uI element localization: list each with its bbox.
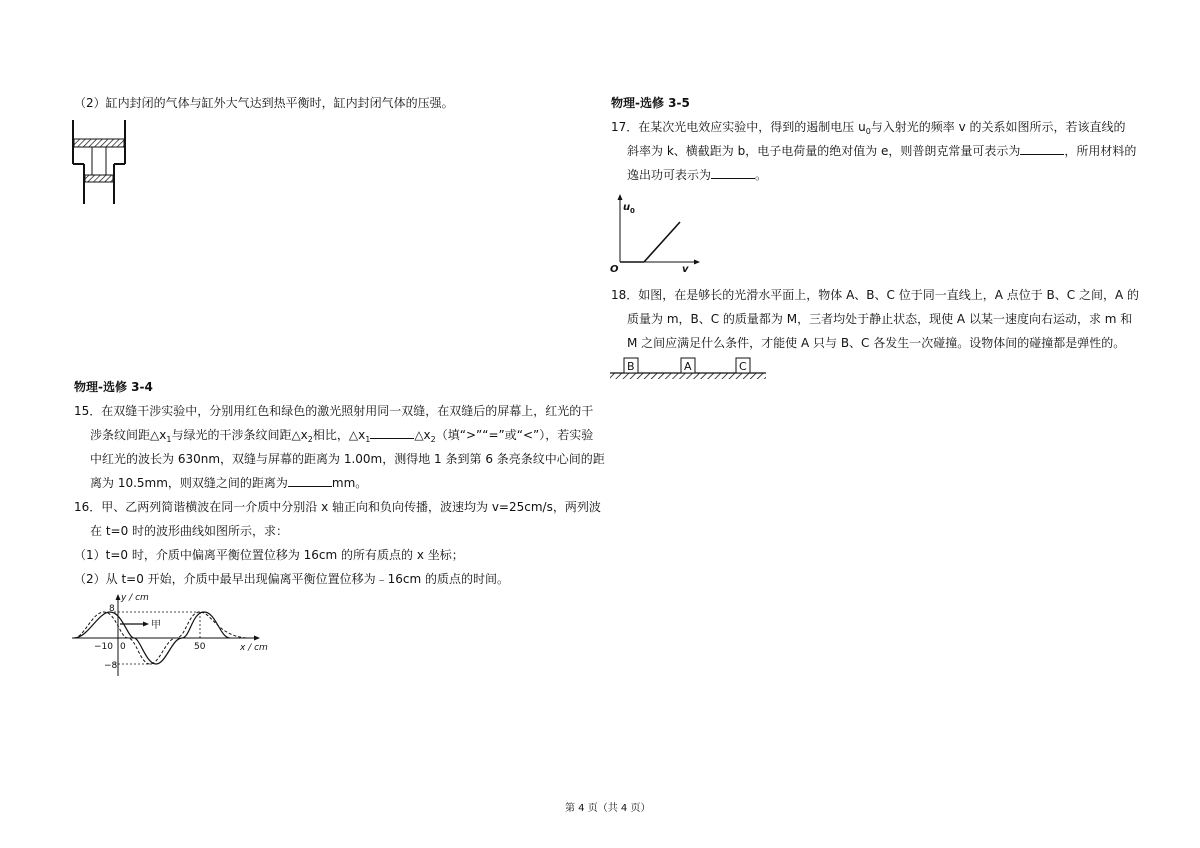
q16-line2: 在 t=0 时的波形曲线如图所示，求： xyxy=(90,524,289,538)
q14-part2-text: （2）缸内封闭的气体与缸外大气达到热平衡时，缸内封闭气体的压强。 xyxy=(74,96,454,110)
wave-name-label: 甲 xyxy=(151,620,161,631)
graph17-origin: O xyxy=(610,264,619,275)
block-c-label: C xyxy=(739,360,747,373)
answer-blank xyxy=(711,168,755,179)
q18-line1: 18．如图，在是够长的光滑水平面上，物体 A、B、C 位于同一直线上，A 点位于 B、C 之间，A 的 xyxy=(611,288,1140,302)
q17-graph xyxy=(608,190,708,280)
graph17-x-label: v xyxy=(682,264,689,275)
section-35-heading: 物理-选修 3-5 xyxy=(611,96,690,110)
wave-y-top-tick: 8 xyxy=(109,604,115,614)
wave-y-bottom-tick: −8 xyxy=(104,661,118,671)
q18-line3: M 之间应满足什么条件，才能使 A 只与 B、C 各发生一次碰撞。设物体间的碰撞都是弹性的。 xyxy=(627,336,1126,350)
block-a-label: A xyxy=(684,360,692,373)
wave-x-zero-tick: 0 xyxy=(120,642,126,652)
wave-x-50-tick: 50 xyxy=(194,642,206,652)
wave-x-neg-tick: −10 xyxy=(94,642,113,652)
section-34-heading: 物理-选修 3-4 xyxy=(74,380,153,394)
q17-line1: 17．在某次光电效应实验中，得到的遏制电压 $u_0$与入射光的频率 v 的关系如图所示，若该直线的 xyxy=(611,120,1126,136)
q15-line1: 15．在双缝干涉实验中，分别用红色和绿色的激光照射用同一双缝，在双缝后的屏幕上，红光的干 xyxy=(74,404,594,418)
graph17-y-sub: 0 xyxy=(630,207,635,215)
q16-part1: （1）t=0 时，介质中偏离平衡位置位移为 16cm 的所有质点的 x 坐标； xyxy=(74,548,464,562)
answer-blank xyxy=(370,428,414,439)
wave-figure xyxy=(70,592,270,682)
q15-line3: 中红光的波长为 630nm，双缝与屏幕的距离为 1.00m，测得地 1 条到第 6 条亮条纹中心间的距 xyxy=(90,452,605,466)
wave-x-axis-label: x / cm xyxy=(240,643,268,653)
q16-part2: （2）从 t=0 开始，介质中最早出现偏离平衡位置位移为﹣16cm 的质点的时间。 xyxy=(74,572,510,586)
page-footer: 第 4 页（共 4 页） xyxy=(565,803,651,814)
q16-line1: 16．甲、乙两列简谐横波在同一介质中分别沿 x 轴正向和负向传播，波速均为 v=25cm/s，两列波 xyxy=(74,500,601,514)
q17-line3: 逸出功可表示为 。 xyxy=(627,168,768,182)
q17-line2: 斜率为 k、横截距为 b，电子电荷量的绝对值为 e，则普朗克常量可表示为 ，所用材料的 xyxy=(627,144,1137,158)
q18-line2: 质量为 m，B、C 的质量都为 M，三者均处于静止状态，现使 A 以某一速度向右运动，求 m 和 xyxy=(627,312,1133,326)
answer-blank xyxy=(288,476,332,487)
block-b-label: B xyxy=(627,360,635,373)
q15-line4: 离为 10.5mm，则双缝之间的距离为 mm。 xyxy=(90,476,368,490)
cylinder-figure xyxy=(72,118,132,208)
graph17-y-label: u xyxy=(623,202,631,213)
answer-blank xyxy=(1020,144,1064,155)
wave-y-axis-label: y / cm xyxy=(121,593,149,603)
blocks-figure xyxy=(610,356,775,382)
q15-line2: 涉条纹间距$\triangle x_1$与绿光的干涉条纹间距$\triangle x_2$相比，$\triangle x_1$ $\triangle x_2$（填“>”“=”或“<”），若实验 xyxy=(90,428,594,444)
